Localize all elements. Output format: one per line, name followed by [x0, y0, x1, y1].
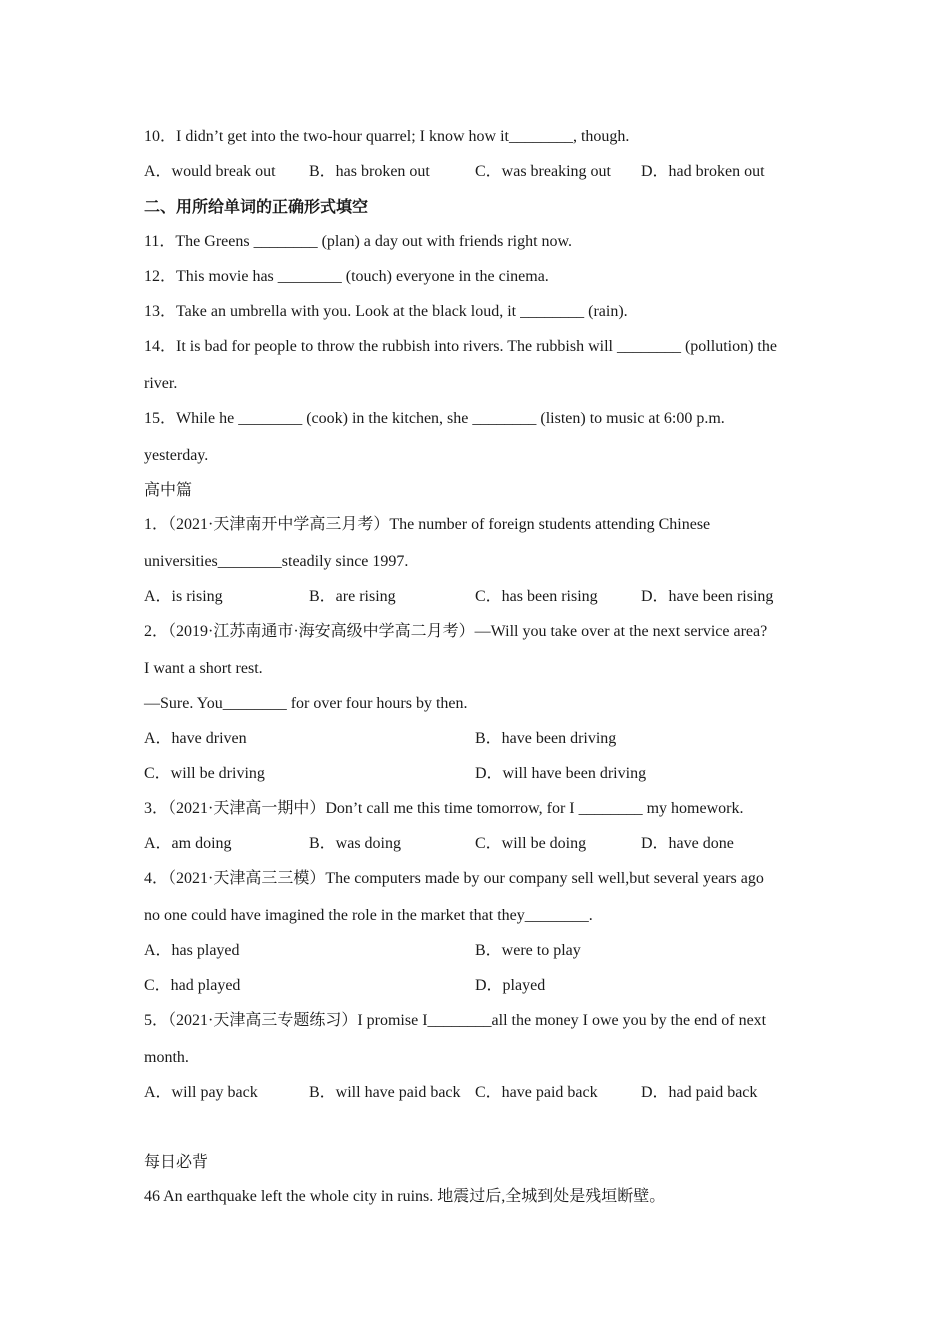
question-15-line-2: yesterday.	[144, 447, 209, 464]
q10-option-c: C．was breaking out	[475, 163, 611, 180]
hs-q2-option-a: A．have driven	[144, 730, 247, 747]
hs-question-5-line-1: 5．（2021·天津高三专题练习）I promise I________all the money I owe you by the end of next	[144, 1012, 767, 1029]
hs-q1-option-b: B．are rising	[309, 588, 396, 605]
hs-q5-option-c: C．have paid back	[475, 1084, 598, 1101]
hs-question-5-line-2: month.	[144, 1049, 189, 1066]
hs-q4-option-b: B．were to play	[475, 942, 581, 959]
hs-q3-option-a: A．am doing	[144, 835, 232, 852]
hs-q2-option-d: D．will have been driving	[475, 765, 647, 782]
q10-option-a: A．would break out	[144, 163, 276, 180]
hs-q1-option-c: C．has been rising	[475, 588, 598, 605]
hs-q3-option-b: B．was doing	[309, 835, 402, 852]
hs-q2-option-b: B．have been driving	[475, 730, 617, 747]
hs-q5-option-a: A．will pay back	[144, 1084, 258, 1101]
high-school-title: 高中篇	[144, 482, 193, 499]
question-15-line-1: 15．While he ________ (cook) in the kitchen, she ________ (listen) to music at 6:00 p.m.	[144, 410, 725, 427]
question-12: 12．This movie has ________ (touch) everyone in the cinema.	[144, 268, 549, 285]
section-2-title: 二、用所给单词的正确形式填空	[144, 199, 369, 216]
hs-q5-option-d: D．had paid back	[641, 1084, 758, 1101]
hs-q3-option-c: C．will be doing	[475, 835, 587, 852]
question-13: 13．Take an umbrella with you. Look at the black loud, it ________ (rain).	[144, 303, 628, 320]
daily-title: 每日必背	[144, 1154, 209, 1171]
q10-option-d: D．had broken out	[641, 163, 765, 180]
hs-question-3: 3．（2021·天津高一期中）Don’t call me this time tomorrow, for I ________ my homework.	[144, 800, 744, 817]
hs-q5-option-b: B．will have paid back	[309, 1084, 461, 1101]
question-14-line-1: 14．It is bad for people to throw the rubbish into rivers. The rubbish will ________ (pollution) the	[144, 338, 777, 355]
hs-question-2-line-1: 2．（2019·江苏南通市·海安高级中学高二月考）—Will you take over at the next service area?	[144, 623, 768, 640]
question-10: 10．I didn’t get into the two-hour quarrel; I know how it________, though.	[144, 128, 630, 145]
hs-q2-option-c: C．will be driving	[144, 765, 265, 782]
hs-q4-option-a: A．has played	[144, 942, 240, 959]
hs-question-4-line-1: 4．（2021·天津高三三模）The computers made by our company sell well,but several years ago	[144, 870, 764, 887]
daily-sentence: 46 An earthquake left the whole city in ruins. 地震过后,全城到处是残垣断壁。	[144, 1188, 666, 1205]
question-14-line-2: river.	[144, 375, 178, 392]
hs-q3-option-d: D．have done	[641, 835, 734, 852]
hs-question-2-line-3: —Sure. You________ for over four hours by then.	[144, 695, 468, 712]
hs-question-4-line-2: no one could have imagined the role in the market that they________.	[144, 907, 593, 924]
hs-q1-option-d: D．have been rising	[641, 588, 774, 605]
q10-option-b: B．has broken out	[309, 163, 430, 180]
hs-question-1-line-1: 1．（2021·天津南开中学高三月考）The number of foreign students attending Chinese	[144, 516, 711, 533]
question-11: 11．The Greens ________ (plan) a day out with friends right now.	[144, 233, 573, 250]
hs-q1-option-a: A．is rising	[144, 588, 223, 605]
hs-q4-option-d: D．played	[475, 977, 546, 994]
hs-question-1-line-2: universities________steadily since 1997.	[144, 553, 409, 570]
hs-q4-option-c: C．had played	[144, 977, 241, 994]
hs-question-2-line-2: I want a short rest.	[144, 660, 263, 677]
